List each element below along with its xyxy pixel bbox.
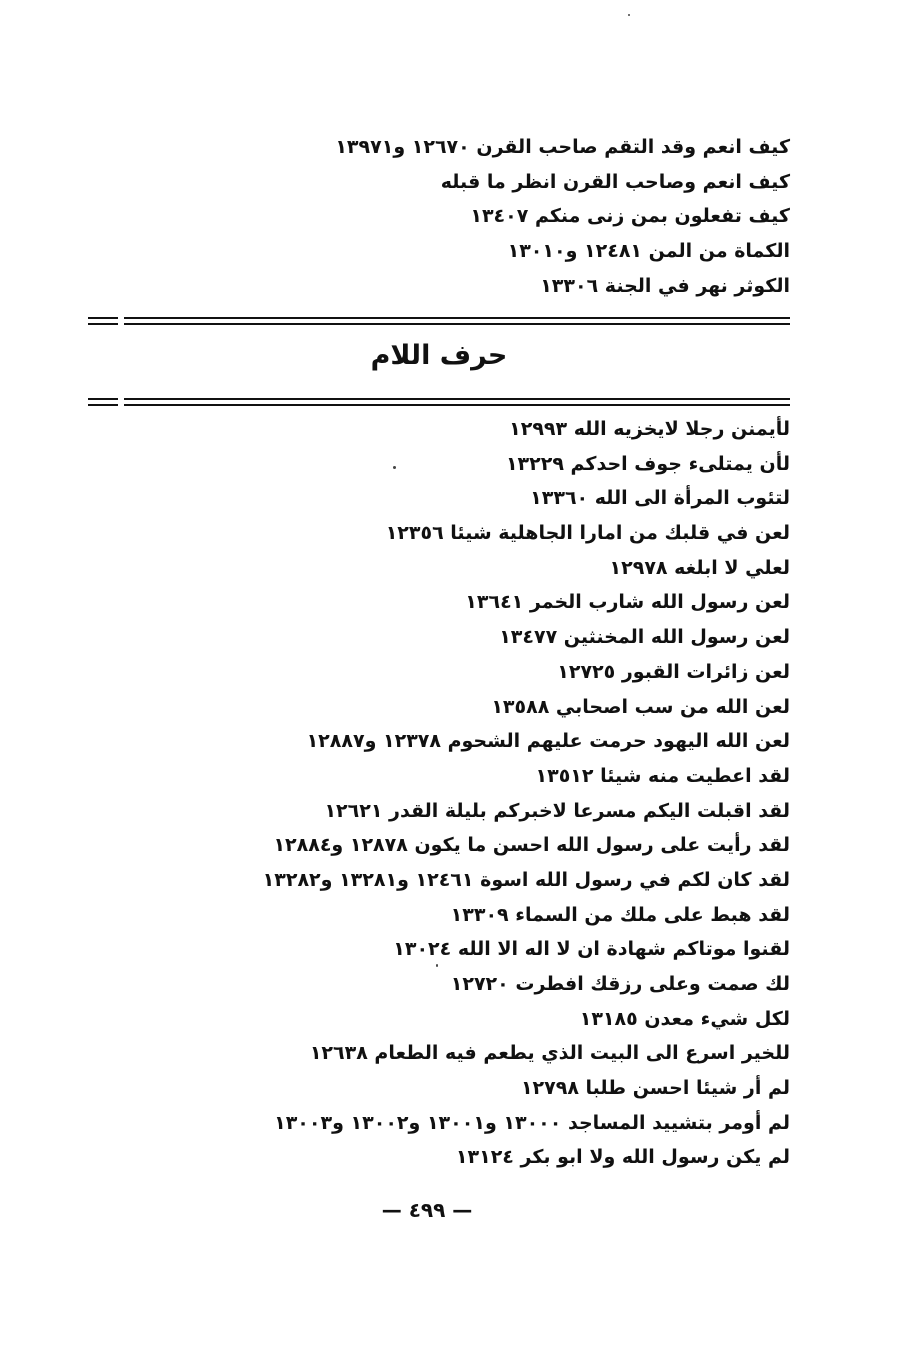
- index-entry: لقد اقبلت اليكم مسرعا لاخبركم بليلة القدر ١٢٦٢١: [324, 799, 790, 822]
- index-entry: كيف انعم وصاحب القرن انظر ما قبله: [440, 170, 790, 193]
- section-heading-text: حرف اللام: [370, 340, 508, 371]
- index-entry: لقد اعطيت منه شيئا ١٣٥١٢: [535, 764, 790, 787]
- section-divider-bottom: [88, 396, 790, 408]
- scan-speck: [436, 964, 438, 967]
- index-entry: لم أومر بتشييد المساجد ١٣٠٠٠ و١٣٠٠١ و١٣٠٠٢ و١٣٠٠٣: [274, 1111, 790, 1134]
- index-entry: لعن في قلبك من امارا الجاهلية شيئا ١٢٣٥٦: [385, 522, 790, 545]
- index-entry: لعن زائرات القبور ١٢٧٢٥: [557, 660, 790, 683]
- index-entry: لأيمنن رجلا لايخزيه الله ١٢٩٩٣: [509, 418, 790, 440]
- index-entry: لعن الله اليهود حرمت عليهم الشحوم ١٢٣٧٨ و١٢٨٨٧: [306, 730, 790, 753]
- index-entry: لعن رسول الله المخنثين ١٣٤٧٧: [499, 626, 790, 649]
- index-entry: لم يكن رسول الله ولا ابو بكر ١٣١٢٤: [455, 1146, 790, 1169]
- index-entry: لقد رأيت على رسول الله احسن ما يكون ١٢٨٧٨ و١٢٨٨٤: [273, 834, 790, 857]
- page-number-text: — ٤٩٩ —: [381, 1198, 473, 1222]
- index-entry: لكل شيء معدن ١٣١٨٥: [579, 1007, 790, 1030]
- index-entry: الكماة من المن ١٢٤٨١ و١٣٠١٠: [507, 240, 790, 263]
- index-entry: لعن الله من سب اصحابي ١٣٥٨٨: [491, 695, 790, 718]
- index-entry: لقد كان لكم في رسول الله اسوة ١٢٤٦١ و١٣٢٨١ و١٣٢٨٢: [262, 868, 790, 891]
- index-entry: الكوثر نهر في الجنة ١٣٣٠٦: [540, 274, 790, 297]
- scan-speck: [393, 466, 396, 469]
- top-entry-list: [335, 130, 790, 303]
- index-entry: للخير اسرع الى البيت الذي يطعم فيه الطعام ١٢٦٣٨: [309, 1042, 790, 1065]
- scan-speck: [628, 14, 630, 16]
- index-entry: لم أر شيئا احسن طلبا ١٢٧٩٨: [520, 1077, 790, 1100]
- section-divider-top: [88, 315, 790, 327]
- index-entry: لأن يمتلىء جوف احدكم ١٣٢٢٩: [505, 452, 790, 475]
- index-entry: لعلي لا ابلغه ١٢٩٧٨: [609, 556, 790, 579]
- index-entry: لعن رسول الله شارب الخمر ١٣٦٤١: [465, 591, 790, 614]
- index-entry: كيف انعم وقد التقم صاحب القرن ١٢٦٧٠ و١٣٩٧١: [335, 136, 790, 158]
- section-heading: [0, 340, 918, 371]
- index-entry: لقنوا موتاكم شهادة ان لا اله الا الله ١٣٠٢٤: [393, 938, 790, 961]
- index-entry: لتئوب المرأة الى الله ١٣٣٦٠: [530, 487, 790, 510]
- index-entry: كيف تفعلون بمن زنى منكم ١٣٤٠٧: [470, 205, 790, 228]
- body-entry-list: [263, 412, 790, 1175]
- index-entry: لك صمت وعلى رزقك افطرت ١٢٧٢٠: [450, 973, 790, 995]
- page-number: [0, 1198, 918, 1222]
- index-entry: لقد هبط على ملك من السماء ١٣٣٠٩: [450, 903, 790, 926]
